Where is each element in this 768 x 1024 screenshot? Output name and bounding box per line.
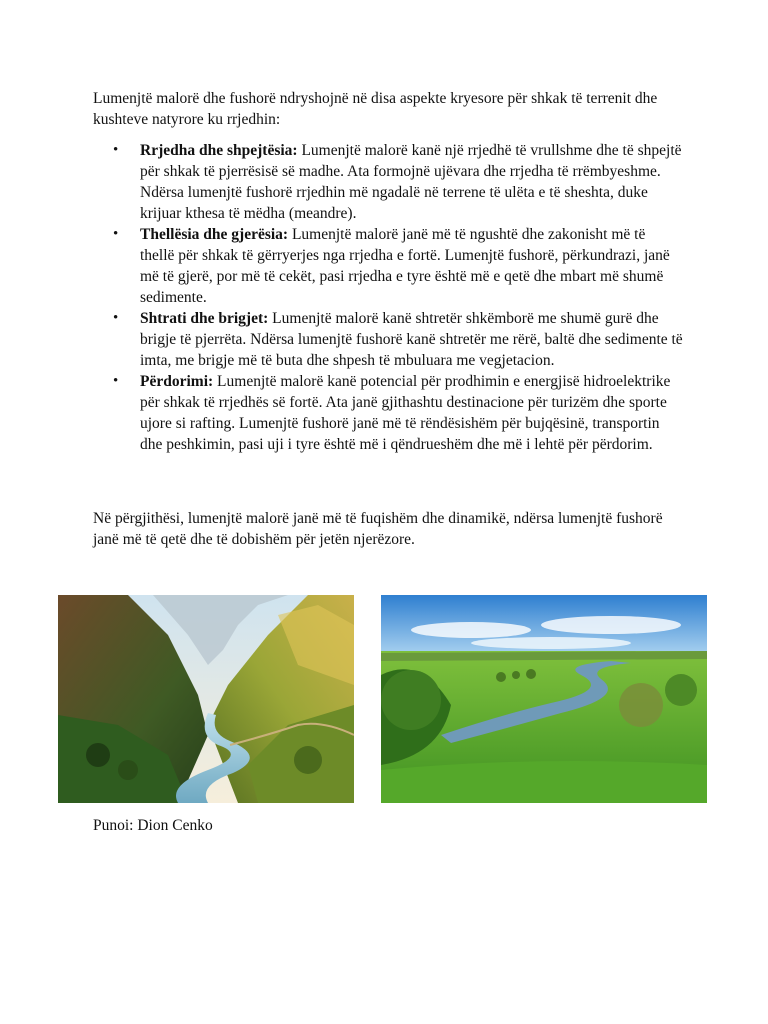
author-credit: Punoi: Dion Cenko bbox=[93, 817, 213, 834]
bullet-icon: • bbox=[113, 310, 119, 326]
aspect-heading: Përdorimi: bbox=[140, 373, 214, 390]
bullet-icon: • bbox=[113, 373, 119, 389]
aspect-text: Lumenjtë malorë kanë një rrjedhë të vrullshme dhe të shpejtë për shkak të pjerrësisë së madhe. Ata formojnë ujëvara dhe rrjedha të rrëmbyeshme. Ndërsa lumenjtë fushorë rrjedhin më ngadalë në terrene të ulëta e të sheshta, duke krijuar kthesa të mëdha (meandre). bbox=[140, 142, 682, 222]
aspect-heading: Shtrati dhe brigjet: bbox=[140, 310, 269, 327]
aspect-text: Lumenjtë malorë janë më të ngushtë dhe zakonisht më të thellë për shkak të gërryerjes nga rrjedha e fortë. Lumenjtë fushorë, përkundrazi, janë më të gjerë, por më të cekët, pasi rrjedha e tyre është më e qetë dhe mbart më shumë sedimente. bbox=[140, 226, 670, 306]
list-item bbox=[93, 140, 683, 224]
aspect-text: Lumenjtë malorë kanë potencial për prodhimin e energjisë hidroelektrike për shkak të rrjedhës së fortë. Ata janë gjithashtu destinacione për turizëm dhe sporte ujore si rafting. Lumenjtë fushorë janë më të rëndësishëm për bujqësinë, transportin dhe peshkimin, pasi uji i tyre është më i qëndrueshëm dhe më i lehtë për përdorim. bbox=[140, 373, 671, 453]
conclusion-paragraph: Në përgjithësi, lumenjtë malorë janë më të fuqishëm dhe dinamikë, ndërsa lumenjtë fushorë janë më të qetë dhe të dobishëm për jetën njerëzore. bbox=[93, 510, 663, 548]
bullet-icon: • bbox=[113, 226, 119, 242]
aspect-text: Lumenjtë malorë kanë shtretër shkëmborë me shumë gurë dhe brigje të pjerrëta. Ndërsa lumenjtë fushorë kanë shtretër me rërë, baltë dhe sedimente të imta, me brigje më të buta dhe shpesh të mbuluara me vegjetacion. bbox=[140, 310, 683, 369]
plain-river-photo bbox=[381, 595, 707, 803]
intro-paragraph: Lumenjtë malorë dhe fushorë ndryshojnë në disa aspekte kryesore për shkak të terrenit dhe kushteve natyrore ku rrjedhin: bbox=[93, 90, 658, 128]
bullet-icon: • bbox=[113, 142, 119, 158]
aspect-heading: Thellësia dhe gjerësia: bbox=[140, 226, 289, 243]
mountain-river-photo bbox=[58, 595, 354, 803]
aspects-list bbox=[93, 140, 683, 455]
list-item bbox=[93, 371, 683, 455]
list-item bbox=[93, 308, 683, 371]
aspect-heading: Rrjedha dhe shpejtësia: bbox=[140, 142, 298, 159]
list-item bbox=[93, 224, 683, 308]
